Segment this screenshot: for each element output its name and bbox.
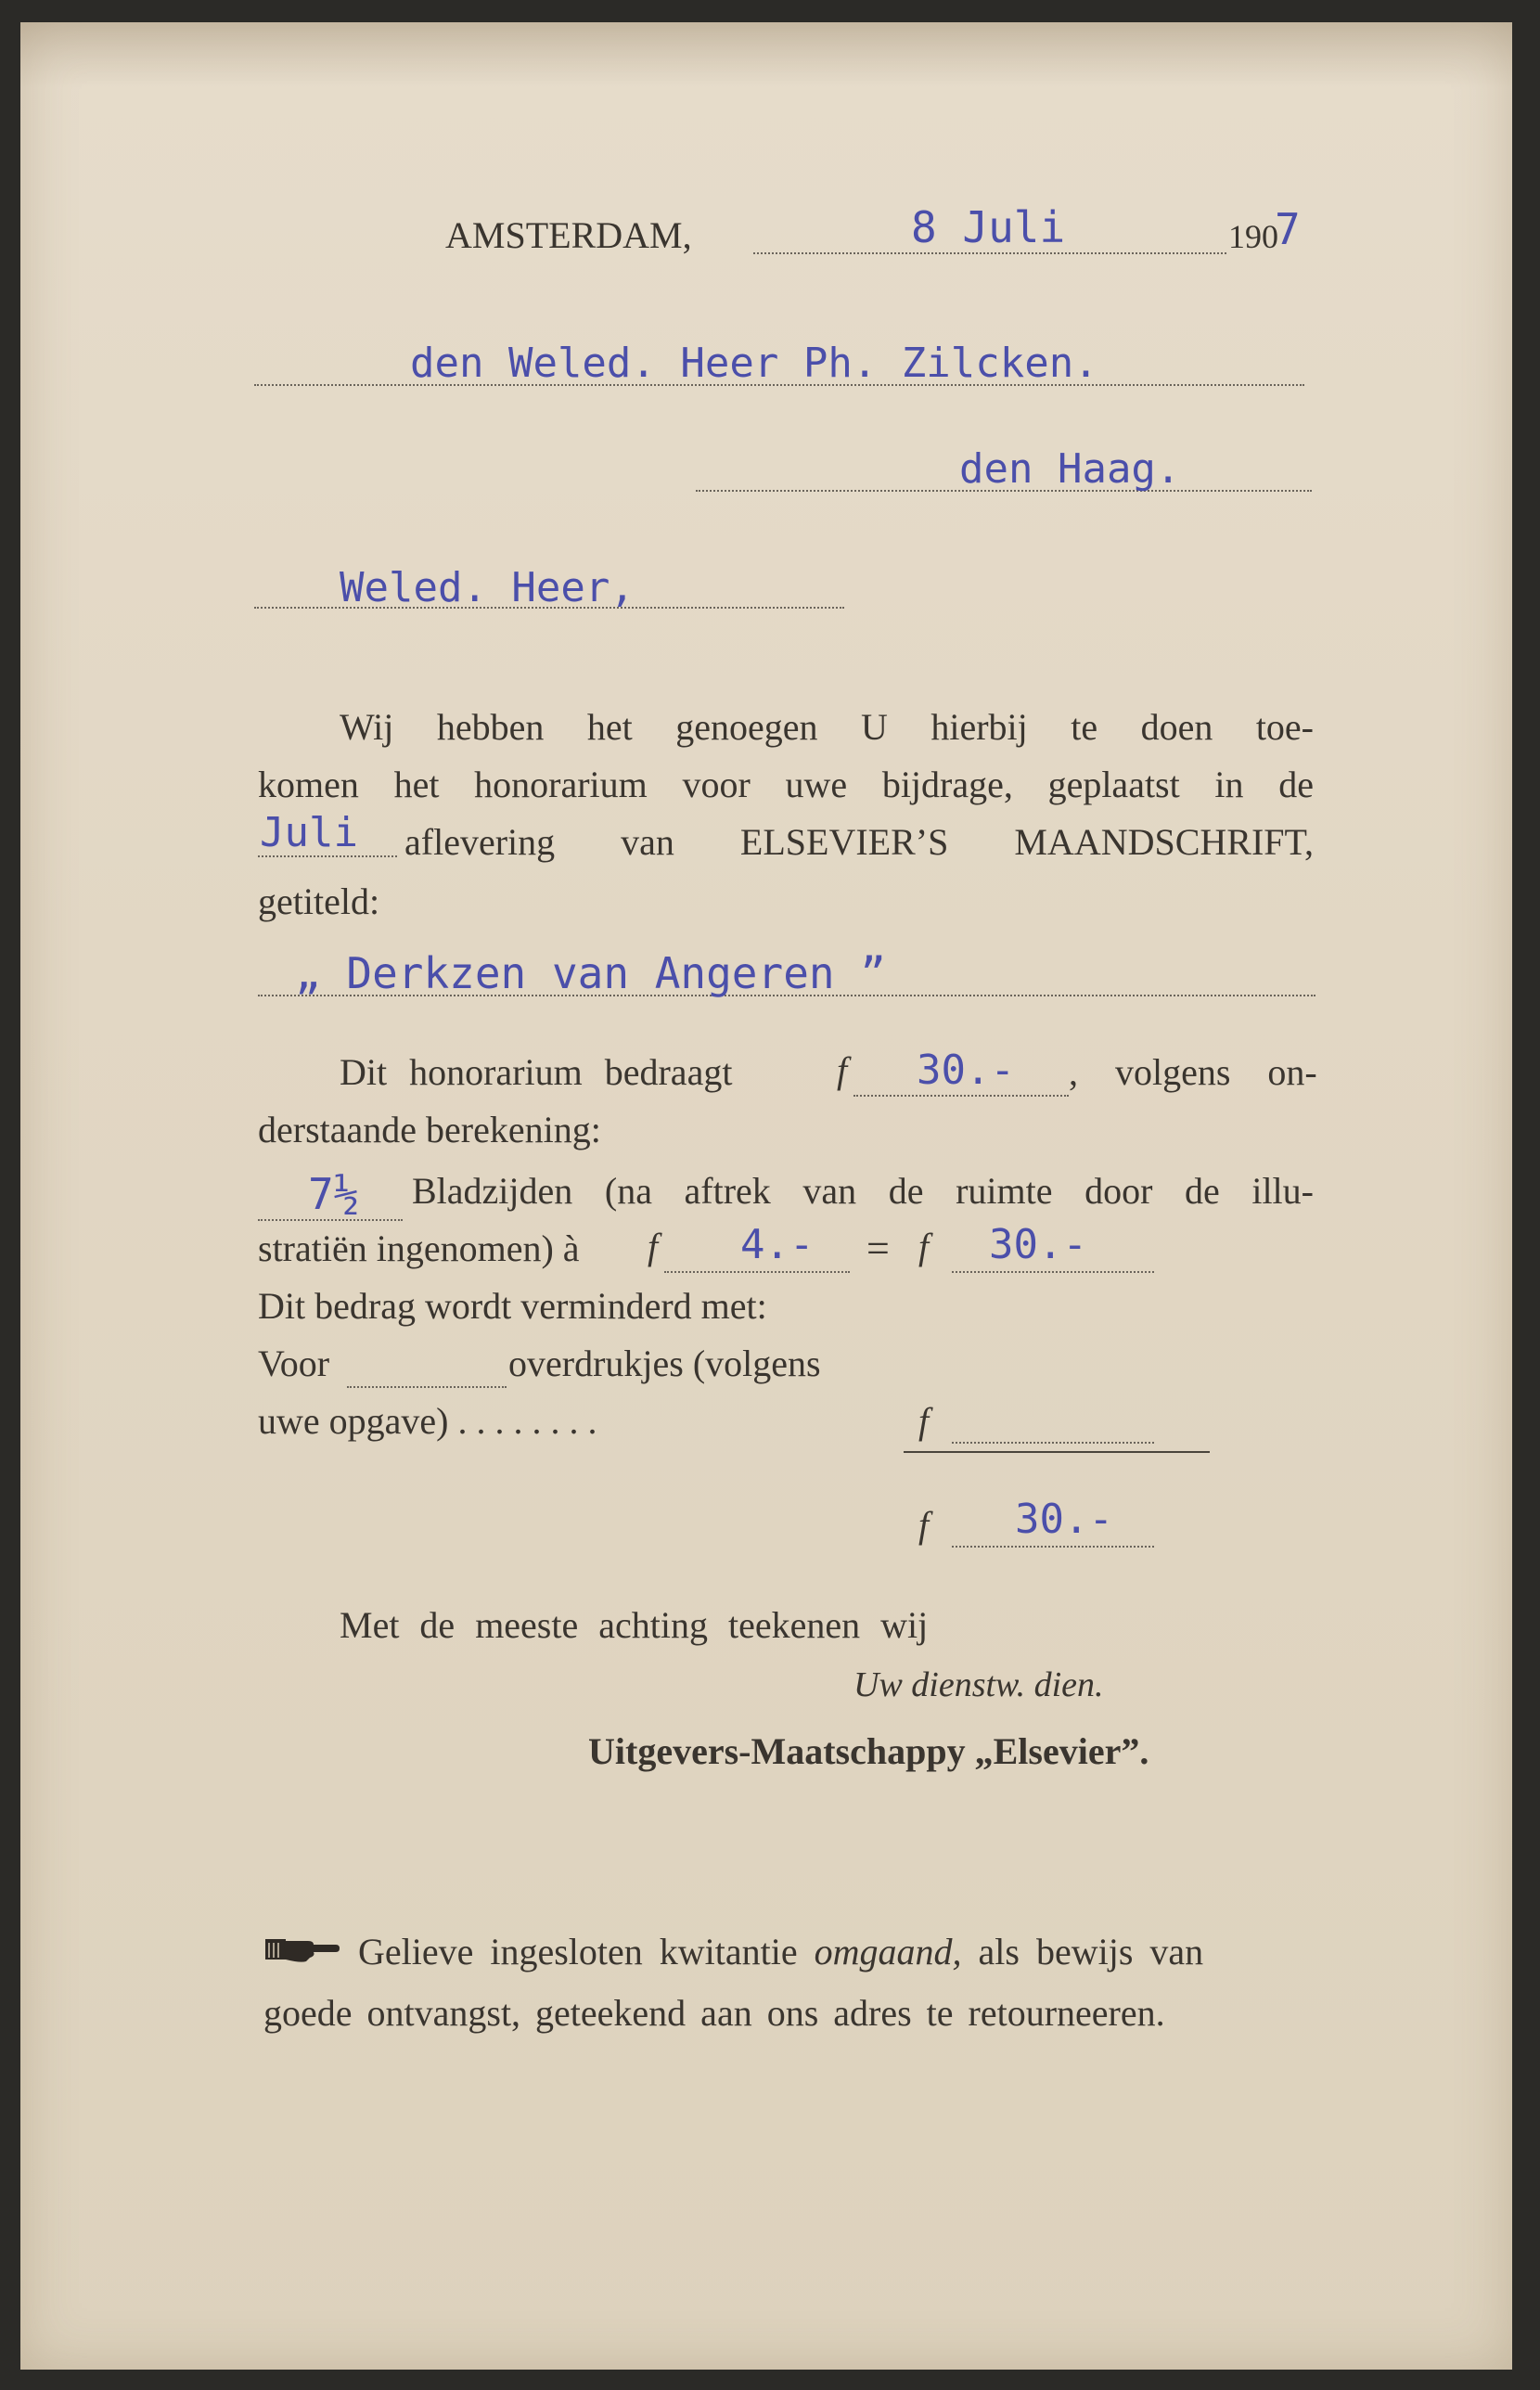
subtotal-dotline	[952, 1271, 1154, 1273]
body-line-1: Wij hebben het genoegen U hierbij te doen toe-	[340, 706, 1314, 748]
sum-rule	[904, 1451, 1210, 1453]
date-dotline	[753, 252, 1226, 254]
calc-line-2: stratiën ingenomen) à	[258, 1227, 580, 1269]
fee-line-2: derstaande berekening:	[258, 1109, 601, 1150]
total-typed: 30.-	[1015, 1496, 1113, 1543]
fee-label: Dit honorarium bedraagt	[340, 1051, 733, 1093]
fee-florin-sign: f	[837, 1049, 848, 1091]
letter-sheet	[20, 22, 1512, 2370]
subtotal-florin-sign: f	[918, 1226, 930, 1267]
recipient-name: den Weled. Heer Ph. Zilcken.	[410, 340, 1098, 387]
fee-dotline	[853, 1095, 1069, 1097]
voor-label: Voor	[258, 1343, 330, 1384]
issue-month-typed: Juli	[260, 809, 358, 856]
pages-dotline	[258, 1219, 403, 1221]
total-dotline	[952, 1546, 1154, 1548]
note-line-1	[358, 1930, 1203, 1973]
reduced-label: Dit bedrag wordt verminderd met:	[258, 1285, 767, 1327]
equals-sign: =	[866, 1226, 890, 1271]
pointing-hand-icon	[263, 1934, 340, 1965]
salutation: Weled. Heer,	[340, 564, 635, 611]
note-text-italic: omgaand,	[814, 1931, 962, 1972]
pages-typed: 7½	[308, 1169, 360, 1219]
fee-amount-typed: 30.-	[917, 1047, 1015, 1094]
total-florin-sign: f	[918, 1504, 930, 1546]
note-text-start: Gelieve ingesloten kwitantie	[358, 1931, 798, 1972]
body-line-3: aflevering van ELSEVIER’S MAANDSCHRIFT,	[404, 821, 1314, 863]
overdrukjes-label: overdrukjes (volgens	[508, 1343, 821, 1384]
closing-servant: Uw dienstw. dien.	[853, 1665, 1104, 1704]
opgave-dotline	[952, 1442, 1154, 1444]
rate-typed: 4.-	[740, 1221, 815, 1268]
subtotal-typed: 30.-	[989, 1221, 1087, 1268]
overdrukjes-dotline	[347, 1386, 507, 1388]
year-prefix: 190	[1228, 218, 1278, 255]
publisher-name: Uitgevers-Maatschappy „Elsevier”.	[588, 1730, 1149, 1772]
recipient-place: den Haag.	[959, 445, 1181, 493]
city-label: AMSTERDAM,	[445, 214, 692, 256]
rate-florin-sign: f	[648, 1226, 659, 1267]
closing-line: Met de meeste achting teekenen wij	[340, 1604, 929, 1646]
article-title-typed: „ Derkzen van Angeren ”	[295, 948, 886, 998]
body-line-2: komen het honorarium voor uwe bijdrage, geplaatst in de	[258, 764, 1314, 805]
year-suffix-typed: 7	[1275, 204, 1301, 254]
rate-dotline	[664, 1271, 850, 1273]
fee-label-end: , volgens on-	[1069, 1051, 1317, 1093]
note-line-2: goede ontvangst, geteekend aan ons adres te retourneeren.	[263, 1992, 1165, 2034]
pages-label: Bladzijden (na aftrek van de ruimte door de illu-	[412, 1170, 1314, 1212]
date-typed: 8 Juli	[911, 202, 1066, 252]
body-line-4: getiteld:	[258, 880, 380, 922]
opgave-florin-sign: f	[918, 1400, 930, 1442]
opgave-label: uwe opgave) . . . . . . . .	[258, 1400, 597, 1442]
note-text-end: als bewijs van	[978, 1931, 1204, 1972]
